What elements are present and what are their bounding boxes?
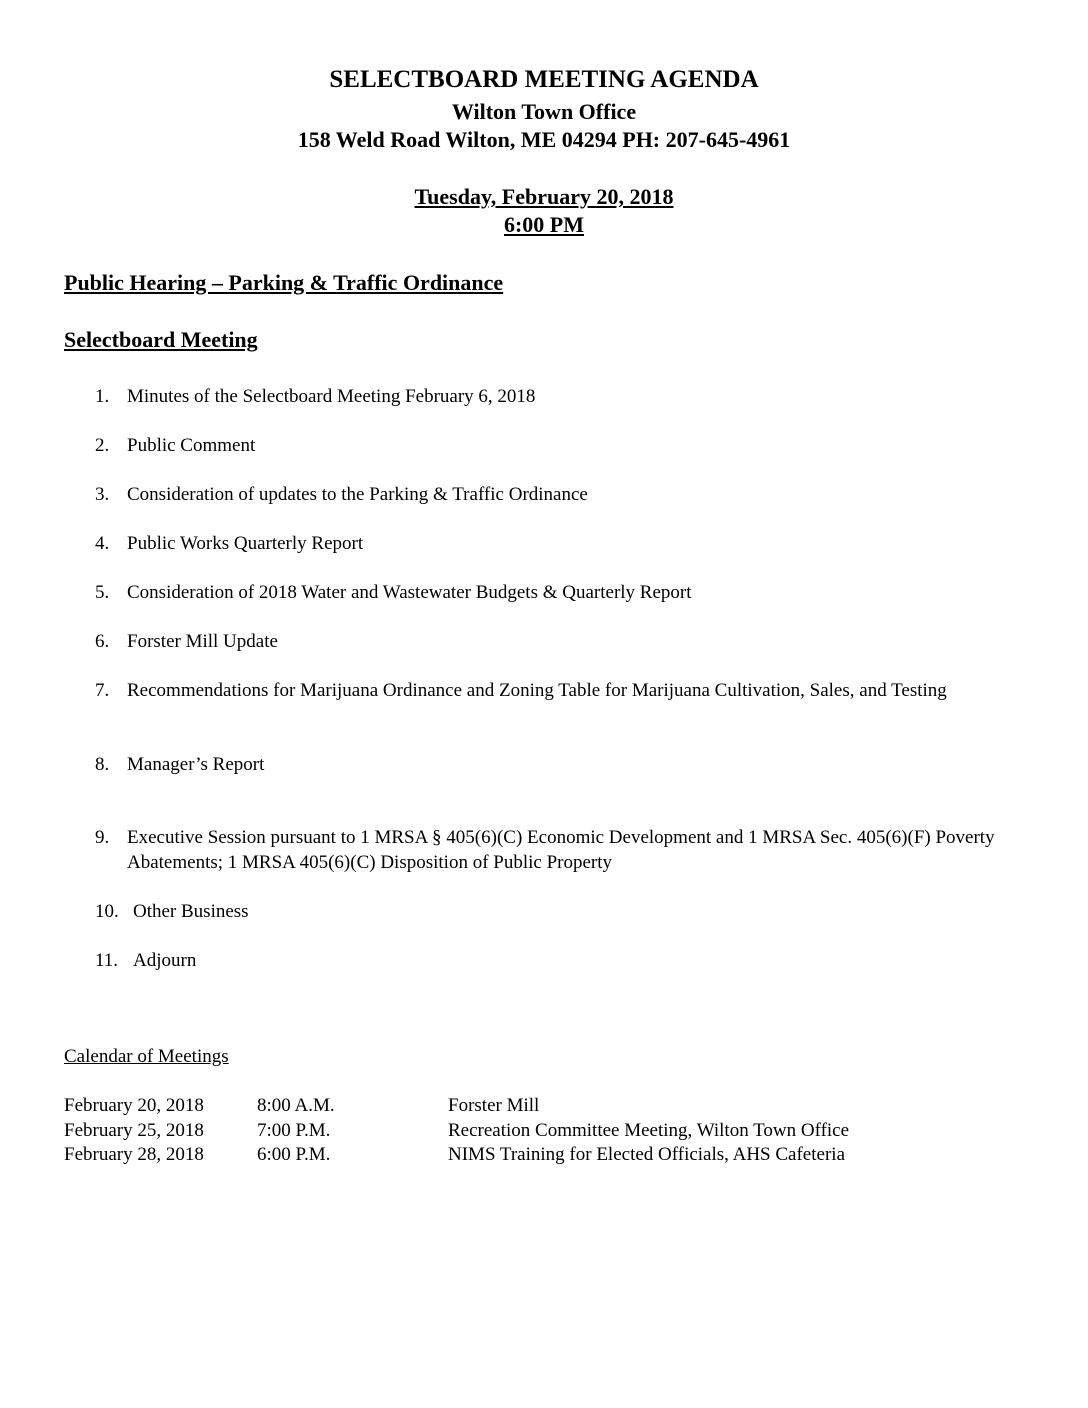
public-hearing-heading: Public Hearing – Parking & Traffic Ordinance bbox=[64, 270, 504, 295]
calendar-event: Recreation Committee Meeting, Wilton Town Office bbox=[448, 1120, 850, 1141]
calendar-date: February 20, 2018 bbox=[64, 1095, 204, 1116]
agenda-item-text: Recommendations for Marijuana Ordinance and Zoning Table for Marijuana Cultivation, Sales, and Testing bbox=[127, 680, 947, 701]
agenda-item-number: 3. bbox=[95, 484, 110, 505]
page-title: SELECTBOARD MEETING AGENDA bbox=[329, 66, 759, 93]
agenda-item-text: Adjourn bbox=[133, 950, 197, 971]
meeting-time: 6:00 PM bbox=[503, 212, 585, 237]
meeting-date: Tuesday, February 20, 2018 bbox=[414, 184, 674, 209]
agenda-item-text: Consideration of 2018 Water and Wastewater Budgets & Quarterly Report bbox=[127, 582, 692, 603]
agenda-item-number: 2. bbox=[95, 435, 110, 456]
calendar-date: February 25, 2018 bbox=[64, 1120, 204, 1141]
calendar-time: 6:00 P.M. bbox=[257, 1144, 331, 1165]
agenda-item-number: 4. bbox=[95, 533, 110, 554]
agenda-item-text: Public Works Quarterly Report bbox=[127, 533, 364, 554]
agenda-item-text: Public Comment bbox=[127, 435, 256, 456]
agenda-item-text: Forster Mill Update bbox=[127, 631, 278, 652]
calendar-time: 8:00 A.M. bbox=[257, 1095, 335, 1116]
calendar-title: Calendar of Meetings bbox=[64, 1046, 229, 1067]
agenda-item-number: 1. bbox=[95, 386, 110, 407]
agenda-item-number: 8. bbox=[95, 754, 110, 775]
agenda-item-number: 10. bbox=[95, 901, 119, 922]
agenda-item-text: Minutes of the Selectboard Meeting February 6, 2018 bbox=[127, 386, 536, 407]
agenda-item-text: Manager’s Report bbox=[127, 754, 265, 775]
calendar-time: 7:00 P.M. bbox=[257, 1120, 331, 1141]
selectboard-meeting-heading: Selectboard Meeting bbox=[64, 327, 258, 352]
agenda-item-number: 5. bbox=[95, 582, 110, 603]
office-name: Wilton Town Office bbox=[451, 99, 637, 124]
calendar-event: NIMS Training for Elected Officials, AHS Cafeteria bbox=[448, 1144, 845, 1165]
agenda-item-number: 11. bbox=[95, 950, 119, 971]
agenda-item-text: Executive Session pursuant to 1 MRSA § 405(6)(C) Economic Development and 1 MRSA Sec. 405(6)(F) Poverty Abatements; 1 MRSA 405(6)(C) Disposition of Public Property bbox=[127, 827, 995, 873]
agenda-item-text: Consideration of updates to the Parking & Traffic Ordinance bbox=[127, 484, 588, 505]
agenda-item-text: Other Business bbox=[133, 901, 249, 922]
office-address: 158 Weld Road Wilton, ME 04294 PH: 207-645-4961 bbox=[297, 127, 791, 152]
agenda-item-number: 6. bbox=[95, 631, 110, 652]
agenda-item-number: 9. bbox=[95, 827, 110, 848]
calendar-date: February 28, 2018 bbox=[64, 1144, 204, 1165]
agenda-item-number: 7. bbox=[95, 680, 110, 701]
calendar-event: Forster Mill bbox=[448, 1095, 540, 1116]
